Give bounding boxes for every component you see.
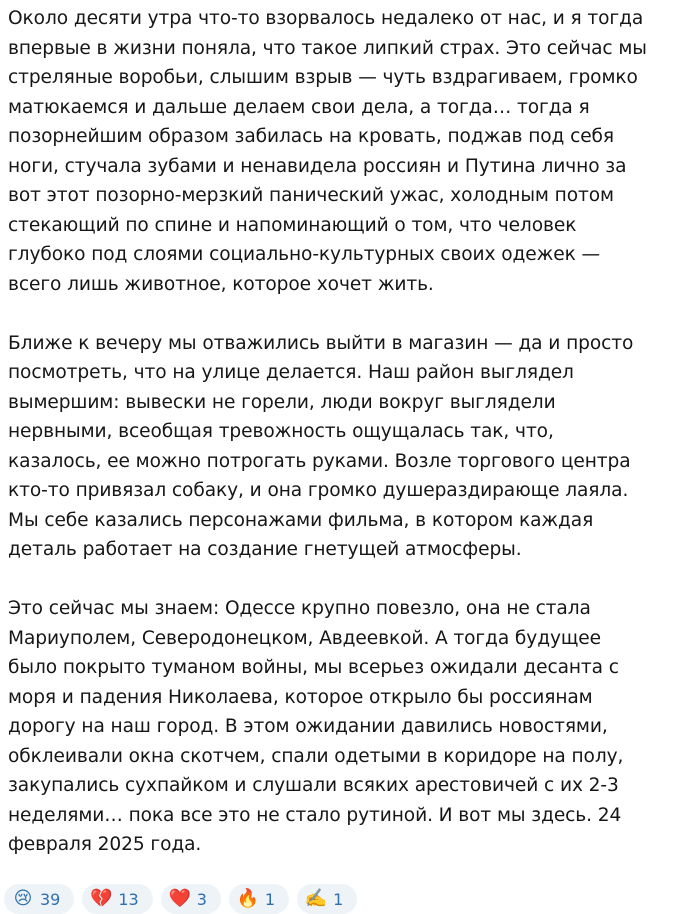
text-line: позорнейшим образом забилась на кровать, поджав под себя (8, 126, 615, 147)
text-line: Около десяти утра что-то взорвалось недалеко от нас, и я тогда (8, 8, 644, 29)
heart-icon: ❤️ (168, 888, 191, 909)
reaction-count: 3 (196, 889, 207, 909)
fire-icon: 🔥 (236, 888, 260, 909)
text-line: закупались сухпайком и слушали всяких арестовичей с их 2-3 (8, 775, 619, 796)
text-line: февраля 2025 года. (8, 834, 202, 855)
text-line: Ближе к вечеру мы отважились выйти в магазин — да и просто (8, 332, 634, 354)
text-line: было покрыто туманом войны, мы всерьез ожидали десанта с (8, 657, 619, 678)
text-line: казалось, ее можно потрогать руками. Возле торгового центра (8, 450, 631, 472)
text-line: обклеивали окна скотчем, спали одетыми в коридоре на полу, (8, 745, 624, 767)
broken-heart-icon: 💔 (90, 888, 113, 909)
text-line: матюкаемся и дальше делаем свои дела, а тогда… тогда я (8, 96, 590, 118)
text-line: ноги, стучала зубами и ненавидела россиян и Путина лично за (8, 155, 627, 177)
text-line: глубоко под слоями социально-культурных своих одежек — (8, 244, 601, 265)
reaction-crying-button[interactable] (4, 884, 74, 914)
paragraph-2 (8, 329, 698, 565)
message-text (8, 4, 698, 860)
text-line: неделями… пока все это не стало рутиной. И вот мы здесь. 24 (8, 804, 622, 826)
text-line: деталь работает на создание гнетущей атмосферы. (8, 539, 522, 560)
reaction-writing-hand-button[interactable] (297, 884, 357, 914)
paragraph-3 (8, 594, 698, 860)
paragraph-gap (8, 299, 698, 329)
writing-hand-icon: ✍️ (304, 888, 328, 909)
reactions-bar (4, 884, 357, 914)
text-line: стекающий по спине и напоминающий о том, что человек (8, 214, 577, 236)
reaction-broken-heart-button[interactable] (82, 884, 152, 914)
reaction-count: 13 (118, 889, 139, 909)
crying-face-icon: 😢 (13, 888, 33, 909)
text-line: всего лишь животное, которое хочет жить. (8, 273, 434, 295)
text-line: кто-то привязал собаку, и она громко душераздирающе лаяла. (8, 480, 629, 501)
text-line: дорогу на наш город. В этом ожидании давились новостями, (8, 716, 608, 737)
reaction-heart-button[interactable] (161, 884, 221, 914)
text-line: моря и падения Николаева, которое открыло бы россиянам (8, 686, 593, 708)
reaction-count: 1 (264, 889, 276, 909)
paragraph-gap (8, 565, 698, 595)
paragraph-1 (8, 4, 698, 299)
text-line: Это сейчас мы знаем: Одессе крупно повезло, она не стала (8, 598, 591, 619)
text-line: впервые в жизни поняла, что такое липкий страх. Это сейчас мы (8, 37, 647, 59)
text-line: стреляные воробьи, слышим взрыв — чуть вздрагиваем, громко (8, 67, 638, 88)
text-line: нервными, всеобщая тревожность ощущалась так, что, (8, 421, 554, 442)
reaction-count: 1 (333, 889, 344, 909)
text-line: вымершим: вывески не горели, люди вокруг выглядели (8, 391, 556, 413)
reaction-count: 39 (40, 889, 61, 909)
text-line: вот этот позорно-мерзкий панический ужас, холодным потом (8, 185, 614, 206)
text-line: Мариуполем, Северодонецком, Авдеевкой. А тогда будущее (8, 627, 601, 649)
text-line: Мы себе казались персонажами фильма, в котором каждая (8, 509, 594, 531)
text-line: посмотреть, что на улице делается. Наш район выглядел (8, 362, 574, 383)
reaction-fire-button[interactable] (229, 884, 289, 914)
